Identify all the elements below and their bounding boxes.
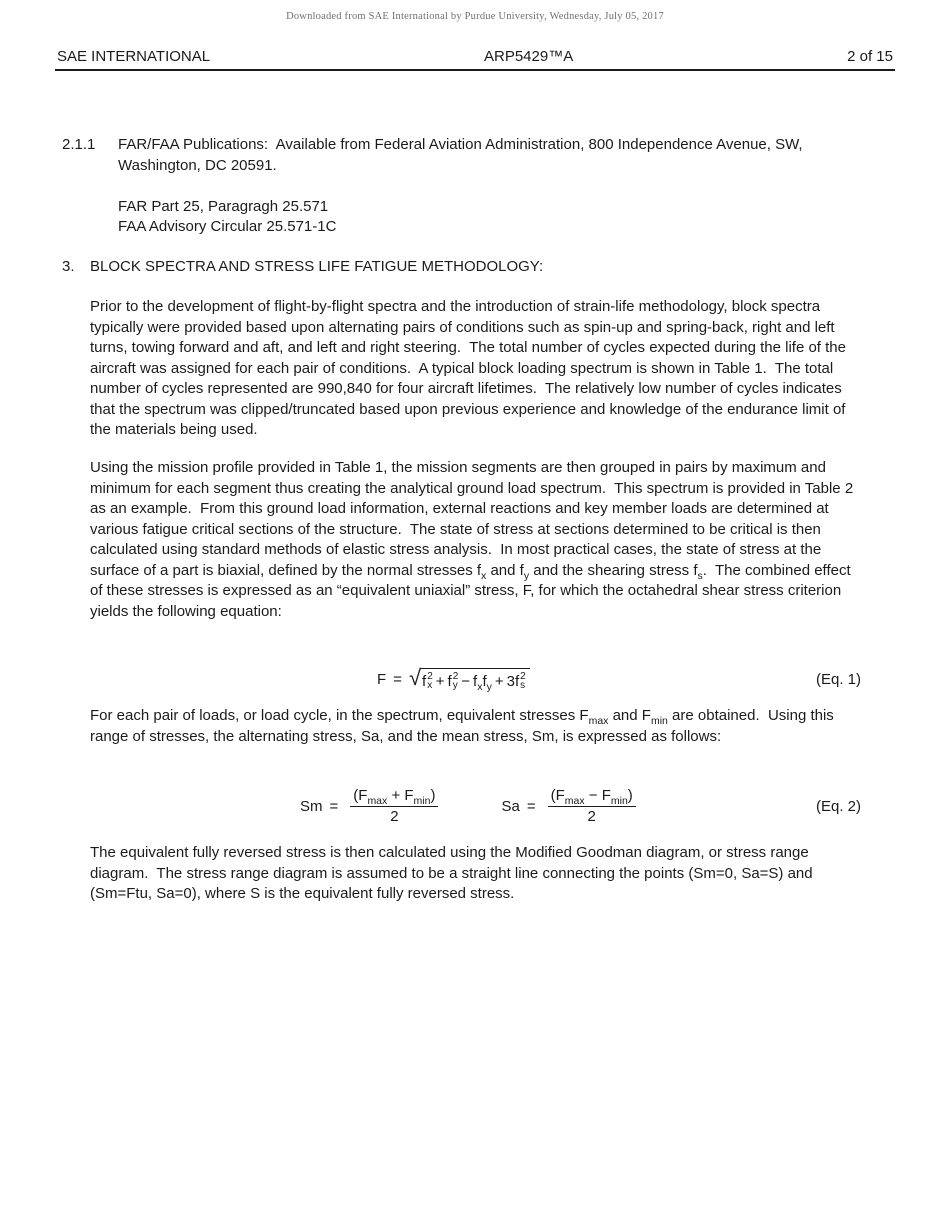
term-fx: $f_x$ — [473, 672, 483, 693]
download-watermark: Downloaded from SAE International by Purdue University, Wednesday, July 05, 2017 — [286, 11, 664, 22]
alternating-stress-symbol: Sa — [501, 797, 520, 815]
equals-sign: = — [393, 670, 402, 688]
document-number: ARP5429™A — [484, 48, 574, 65]
paragraph-mission-profile — [90, 458, 865, 622]
header-rule — [55, 69, 895, 71]
reference-list — [118, 197, 818, 238]
subscript-y: y — [523, 569, 530, 582]
fraction-sm: $\frac{(F_{max} + F_{min})}{2}$ — [350, 787, 438, 825]
equation-1 — [90, 658, 861, 700]
equation-2-label: (Eq. 2) — [815, 797, 861, 815]
equation-2 — [90, 781, 861, 831]
mean-stress-symbol: Sm — [300, 797, 323, 815]
paragraph-goodman: The equivalent fully reversed stress is then calculated using the Modified Goodman diagram, or stress range diagram. The stress range diagram is assumed to be a straight line connecting the points (Sm=0, Sa=S) and (Sm=Ftu, Sa=0), where S is the equivalent fully reversed stress. — [90, 844, 817, 902]
clause-number: 2.1.1 — [62, 136, 96, 153]
subscript-x: x — [481, 569, 487, 582]
radicand — [420, 668, 530, 693]
subscript-min: min — [650, 715, 668, 727]
paragraph-block-spectra: Prior to the development of flight-by-flight spectra and the introduction of strain-life methodology, block spectra typically were provided based upon alternating pairs of conditions such as spin-up and spring-back, right and left turns, towing forward and aft, and left and right steering. The total number of cycles expected during the life of the aircraft was assigned for each pair of conditions. A typical block loading spectrum is shown in Table 1. The total number of cycles represented are 990,840 for four aircraft lifetimes. The relatively low number of cycles indicates that the spectrum was clipped/truncated based upon previous experience and knowledge of the endurance limit of the materials being used. — [90, 298, 851, 438]
equals-sign: = — [526, 797, 536, 815]
paragraph-text: For each pair of loads, or load cycle, in the spectrum, equivalent stresses F — [90, 707, 589, 724]
clause-2-1-1 — [62, 135, 862, 238]
plus-operator: + — [435, 672, 445, 690]
minus-operator: − — [461, 672, 471, 690]
clause-text: FAR/FAA Publications: Available from Federal Aviation Administration, 800 Independence Avenue, SW, Washington, DC 20591. — [118, 136, 807, 174]
term-fy2: f 2 y — [447, 671, 459, 691]
paragraph-load-cycle — [90, 706, 865, 747]
equation-lhs: F — [377, 670, 387, 688]
radical-sign: √ — [408, 665, 422, 690]
paragraph-text: Using the mission profile provided in Table 1, the mission segments are then grouped in pairs by maximum and minimum for each segment thus creating the analytical ground load spectrum. This spectrum is provided in Table 2 as an example. From this ground load information, external reactions and key member loads are determined at various fatigue critical sections of the structure. The state of stress at sections determined to be critical is then calculated using standard methods of elastic stress analysis. In most practical cases, the state of stress at the surface of a part is biaxial, defined by the normal stresses f — [90, 459, 858, 579]
paragraph-text: and the shearing stress f — [529, 561, 698, 579]
paragraph-text: and f — [486, 561, 524, 579]
reference-faa-advisory-circular: FAA Advisory Circular 25.571-1C — [118, 218, 337, 235]
equation-1-label: (Eq. 1) — [815, 670, 861, 688]
subscript-s: s — [697, 569, 703, 582]
term-fx2: f 2 x — [422, 671, 433, 691]
equation-1-body — [377, 665, 530, 693]
section-title: BLOCK SPECTRA AND STRESS LIFE FATIGUE METHODOLOGY: — [90, 258, 544, 275]
reference-far-part-25: FAR Part 25, Paragragh 25.571 — [118, 197, 329, 215]
term-fy: $f_y$ — [482, 672, 492, 693]
publisher-name: SAE INTERNATIONAL — [57, 48, 211, 65]
page-header — [57, 48, 893, 65]
section-number: 3. — [62, 258, 75, 275]
paragraph-text: and F — [608, 707, 651, 724]
page-number: 2 of 15 — [847, 48, 893, 65]
paragraph-text: . The combined effect of these stresses is expressed as an “equivalent uniaxial” stress, F, for which the octahedral shear stress criterion yields the following equation: — [90, 561, 855, 620]
plus-operator: + — [494, 672, 504, 690]
paragraph-text: are obtained. Using this range of stresses, the alternating stress, Sa, and the mean stress, Sm, is expressed as follows: — [90, 707, 838, 745]
term-3fs2: 3f 2 s — [506, 671, 526, 691]
equals-sign: = — [329, 797, 339, 815]
section-3-heading — [62, 257, 862, 278]
fraction-sa: $\frac{(F_{max} - F_{min})}{2}$ — [548, 787, 636, 825]
radical-expression — [408, 665, 530, 693]
subscript-max: max — [588, 715, 609, 727]
equation-2-body — [300, 787, 641, 825]
